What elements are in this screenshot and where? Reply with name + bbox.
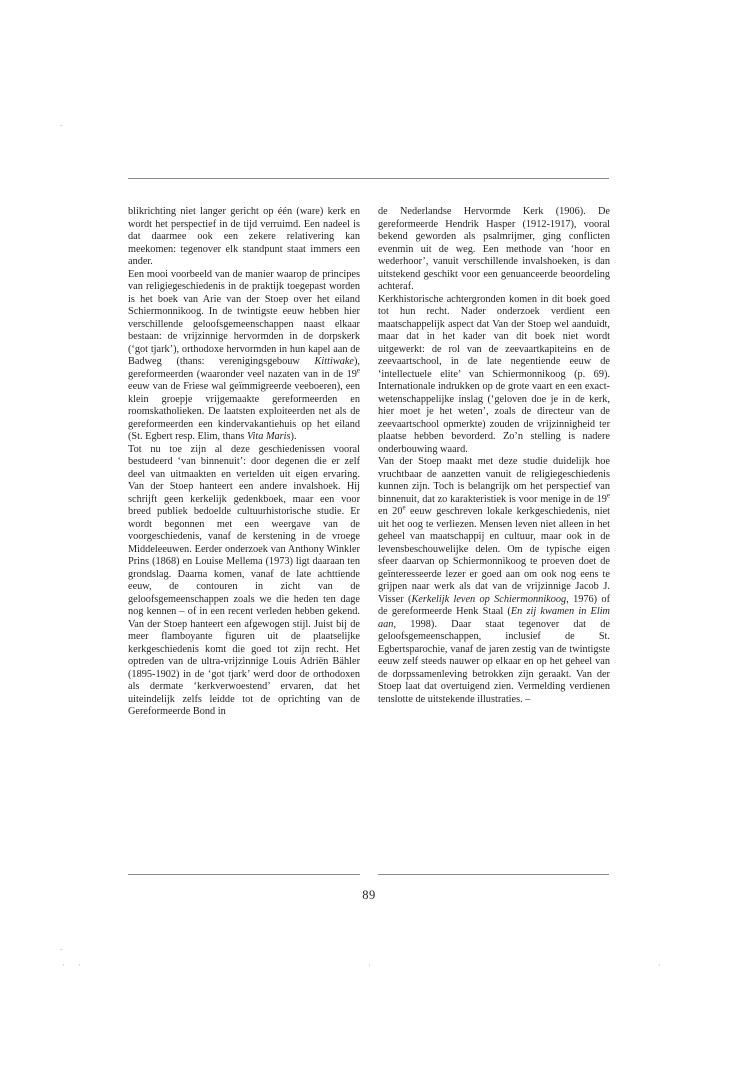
text-run: Een mooi voorbeeld van de manier waarop de principes van religiegeschiedenis in de praktijk toegepast worden is het boek van Arie van der Stoep over het eiland Schiermonnikoog. In de twintigste eeuw hebben hier verschillende geloofsgemeenschappen naast elkaar bestaan: de vrijzinnige hervormden in de dorpskerk (‘got tjark’), orthodoxe hervormden in hun kapel aan de Badweg (thans: verenigingsgebouw [128,268,360,367]
text-run: , 1998). Daar staat tegenover dat de geloofsgemeenschappen, inclusief de St. Egbertsparochie, vanaf de jaren zestig van de twintigste eeuw zelf steeds nauwer op elkaar en op het geheel van de dorpssamenleving betrokken zijn geraakt. Van der Stoep laat dat overtuigend zien. Vermelding verdienen tenslotte de uitstekende illustraties. – [378,618,610,705]
crop-mark: · [62,961,65,970]
text-run: ). [290,431,297,442]
right-column [378,206,610,706]
paragraph: Tot nu toe zijn al deze geschiedenissen vooral bestudeerd ‘van binnenuit’: door degenen die er zelf deel van uitmaakten en vertelden uit eigen ervaring. Van der Stoep hanteert een andere invalshoek. Hij schrijft geen kerkelijk gedenkboek, maar een voor breed publiek bedoelde cultuurhistorische studie. Er wordt begonnen met een weergave van de voorgeschiedenis, vanaf de kerstening in de vroege Middeleeuwen. Eerder onderzoek van Anthony Winkler Prins (1868) en Louise Mellema (1973) ligt daaraan ten grondslag. Daarna komen, vanaf de late achttiende eeuw, de contouren in zicht van de geloofsgemeenschappen zoals we die heden ten dage nog kennen – of in een recent verleden hebben gekend. Van der Stoep hanteert een afgewogen stijl. Juist bij de meer flamboyante figuren uit de plaatselijke kerkgeschiedenis komt die goed tot zijn recht. Het optreden van de ultra-vrijzinnige Louis Adriën Bähler (1895-1902) in de ‘got tjark’ werd door de orthodoxen als dermate ‘kerkverwoestend’ ervaren, dat het uiteindelijk zelfs leidde tot de oprichting van de Gereformeerde Bond in [128,443,360,717]
footer-rule-right [378,874,609,875]
text-run: en 20 [378,506,403,517]
text-run: ), gereformeerden (waaronder veel nazaten van in de 19 [128,356,360,380]
paragraph: Kerkhistorische achtergronden komen in dit boek goed tot hun recht. Nader onderzoek verdient een maatschappelijk aspect dat Van der Stoep wel aanduidt, maar dat in het kader van dit boek niet wordt uitgewerkt: de rol van de zeevaartkapiteins en de zeevaartschool, in de late negentiende eeuw de ‘intellectuele elite’ van Schiermonnikoog (p. 69). Internationale indrukken op de grote vaart en een exact-wetenschappelijke inslag (‘geloven doe je in de kerk, hier moet je het weten’, zoals de directeur van de zeevaartschool opmerkte) zouden de vrijzinnigheid ter plaatse hebben bevorderd. Zo’n stelling is nadere onderbouwing waard. [378,293,610,455]
page-number: 89 [362,888,376,902]
footer-rule-left [128,874,360,875]
superscript: e [606,491,610,500]
text-run: eeuw van de Friese wal geïmmigreerde veeboeren), een klein groepje vrijgemaakte gereformeerden en roomskatholieken. De laatsten exploiteerden net als de gereformeerden een kindervakantiehuis op het eiland (St. Egbert resp. Elim, thans [128,381,360,442]
italic-title: En zij kwamen in Elim aan [378,606,610,630]
paragraph [378,456,610,706]
italic-title: Vita Maris [246,431,291,442]
superscript: e [356,366,360,375]
paragraph: de Nederlandse Hervormde Kerk (1906). De gereformeerde Hendrik Hasper (1912-1917), vooral bekend geworden als psalmrijmer, ging conflicten evenmin uit de weg. Een methode van ‘hoor en wederhoor’, vanuit verschillende invalshoeken, is dan uitstekend geschikt voor een genuanceerde beoordeling achteraf. [378,206,610,292]
italic-title: Kittiwake [314,356,354,367]
text-run: Van der Stoep maakt met deze studie duidelijk hoe vruchtbaar de aanzetten vanuit de religiegeschiedenis kunnen zijn. Toch is belangrijk om het perspectief van binnenuit, dat zo karakteristiek is voor menige in de 19 [378,456,610,505]
crop-mark: · [368,961,371,970]
paragraph: blikrichting niet langer gericht op één (ware) kerk en wordt het perspectief in de tijd verruimd. Een nadeel is dat daarmee ook een zekere relativering kan meekomen: tegenover elk standpunt staat immers een ander. [128,206,360,267]
paragraph [128,269,360,444]
text-run: , 1976) of de gereformeerde Henk Staal ( [378,593,610,617]
crop-mark: - [60,121,63,130]
italic-title: Kerkelijk leven op Schiermonnikoog [411,593,567,605]
superscript: e [402,503,406,512]
left-column [128,206,360,719]
top-rule [128,178,609,179]
text-run: eeuw geschreven lokale kerkgeschiedenis, niet uit het oog te verliezen. Mensen leven niet alleen in het geheel van maatschappij en cultuur, maar ook in de levensbeschouwelijke delen. Om de typische eigen sfeer daarvan op Schiermonnikoog te proeven doet de geïnteresseerde lezer er goed aan om ook nog eens te grijpen naar werk als dat van de vrijzinnige Jacob J. Visser ( [378,506,610,605]
crop-mark: · [78,961,81,970]
crop-mark: - [60,945,63,954]
crop-mark: · [658,961,661,970]
